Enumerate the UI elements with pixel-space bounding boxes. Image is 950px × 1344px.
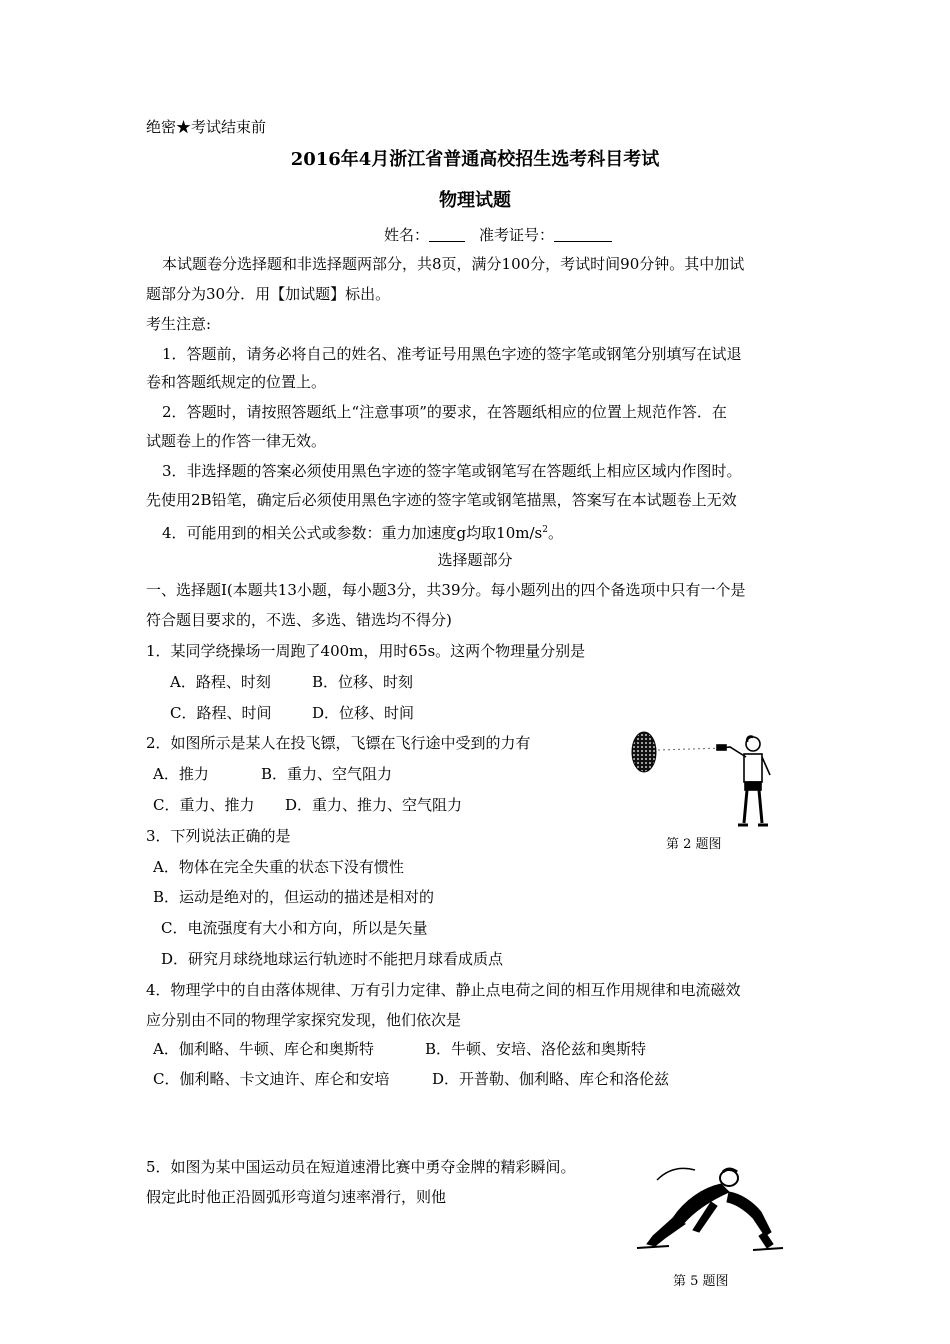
q5-stem-2: 假定此时他正沿圆弧形弯道匀速率滑行，则他 xyxy=(146,1188,447,1206)
note-2-line-1: 2．答题时，请按照答题纸上“注意事项”的要求，在答题纸相应的位置上规范作答．在 xyxy=(162,403,727,421)
id-blank xyxy=(554,227,612,242)
q2-figure xyxy=(620,725,785,857)
intro-line-2: 题部分为30分．用【加试题】标出。 xyxy=(146,285,391,303)
q4-option-a: A．伽利略、牛顿、库仑和奥斯特 xyxy=(153,1040,374,1058)
dartboard-icon xyxy=(632,732,656,772)
q2-option-a: A．推力 xyxy=(153,765,209,783)
secret-label: 绝密★考试结束前 xyxy=(146,118,267,136)
name-blank xyxy=(429,227,465,242)
q4-stem-2: 应分别由不同的物理学家探究发现，他们依次是 xyxy=(146,1011,462,1029)
q2-stem: 2．如图所示是某人在投飞镖，飞镖在飞行途中受到的力有 xyxy=(146,734,531,752)
id-label: 准考证号： xyxy=(479,226,555,244)
note-4 xyxy=(162,520,563,543)
speed-skater-icon xyxy=(637,1168,783,1250)
name-label: 姓名： xyxy=(384,226,430,244)
q3-option-a: A．物体在完全失重的状态下没有惯性 xyxy=(153,858,404,876)
exam-subtitle: 物理试题 xyxy=(439,190,511,211)
note-4-text: 4．可能用到的相关公式或参数：重力加速度g均取10m/s xyxy=(162,524,543,542)
intro-line-1: 本试题卷分选择题和非选择题两部分，共8页，满分100分，考试时间90分钟。其中加试 xyxy=(162,255,745,273)
q2-option-c: C．重力、推力 xyxy=(153,796,255,814)
note-4-end: 。 xyxy=(547,524,563,542)
candidate-info xyxy=(384,225,612,245)
q3-option-b: B．运动是绝对的，但运动的描述是相对的 xyxy=(153,888,435,906)
speed-skater-illustration xyxy=(633,1160,793,1260)
q4-stem-1: 4．物理学中的自由落体规律、万有引力定律、静止点电荷之间的相互作用规律和电流磁效 xyxy=(146,981,741,999)
q1-option-d: D．位移、时间 xyxy=(312,704,415,722)
note-2-line-2: 试题卷上的作答一律无效。 xyxy=(146,432,327,450)
notes-heading: 考生注意: xyxy=(146,315,212,333)
q5-stem-1: 5．如图为某中国运动员在短道速滑比赛中勇夺金牌的精彩瞬间。 xyxy=(146,1158,576,1176)
q2-caption: 第 2 题图 xyxy=(666,837,722,852)
q1-option-b: B．位移、时刻 xyxy=(312,673,414,691)
section-intro-2: 符合题目要求的，不选、多选、错选均不得分) xyxy=(146,611,452,629)
section-intro-1: 一、选择题I(本题共13小题，每小题3分，共39分。每小题列出的四个备选项中只有一个是 xyxy=(146,581,746,599)
note-3-line-2: 先使用2B铅笔，确定后必须使用黑色字迹的签字笔或钢笔描黑，答案写在本试题卷上无效 xyxy=(146,491,737,509)
note-3-line-1: 3．非选择题的答案必须使用黑色字迹的签字笔或钢笔写在答题纸上相应区域内作图时。 xyxy=(162,462,742,480)
person-icon xyxy=(717,737,770,825)
section-heading: 选择题部分 xyxy=(437,551,513,569)
q1-option-a: A．路程、时刻 xyxy=(170,673,271,691)
q3-option-d: D．研究月球绕地球运行轨迹时不能把月球看成质点 xyxy=(161,950,504,968)
dart-thrower-illustration xyxy=(620,725,785,835)
q2-option-d: D．重力、推力、空气阻力 xyxy=(285,796,463,814)
exam-title: 2016年4月浙江省普通高校招生选考科目考试 xyxy=(290,149,660,170)
note-1-line-1: 1．答题前，请务必将自己的姓名、准考证号用黑色字迹的签字笔或钢笔分别填写在试退 xyxy=(162,345,742,363)
q2-option-b: B．重力、空气阻力 xyxy=(261,765,393,783)
q5-caption: 第 5 题图 xyxy=(673,1274,729,1289)
q3-stem: 3．下列说法正确的是 xyxy=(146,827,291,845)
q4-option-c: C．伽利略、卡文迪许、库仑和安培 xyxy=(153,1070,390,1088)
dart-path xyxy=(658,748,724,750)
note-1-line-2: 卷和答题纸规定的位置上。 xyxy=(146,373,327,391)
q1-option-c: C．路程、时间 xyxy=(170,704,272,722)
q1-stem: 1．某同学绕操场一周跑了400m，用时65s。这两个物理量分别是 xyxy=(146,642,586,660)
q3-option-c: C．电流强度有大小和方向，所以是矢量 xyxy=(161,919,428,937)
q4-option-d: D．开普勒、伽利略、库仑和洛伦兹 xyxy=(432,1070,670,1088)
note-4-sup: 2 xyxy=(542,525,548,535)
q4-option-b: B．牛顿、安培、洛伦兹和奥斯特 xyxy=(425,1040,647,1058)
q5-figure xyxy=(633,1160,793,1290)
